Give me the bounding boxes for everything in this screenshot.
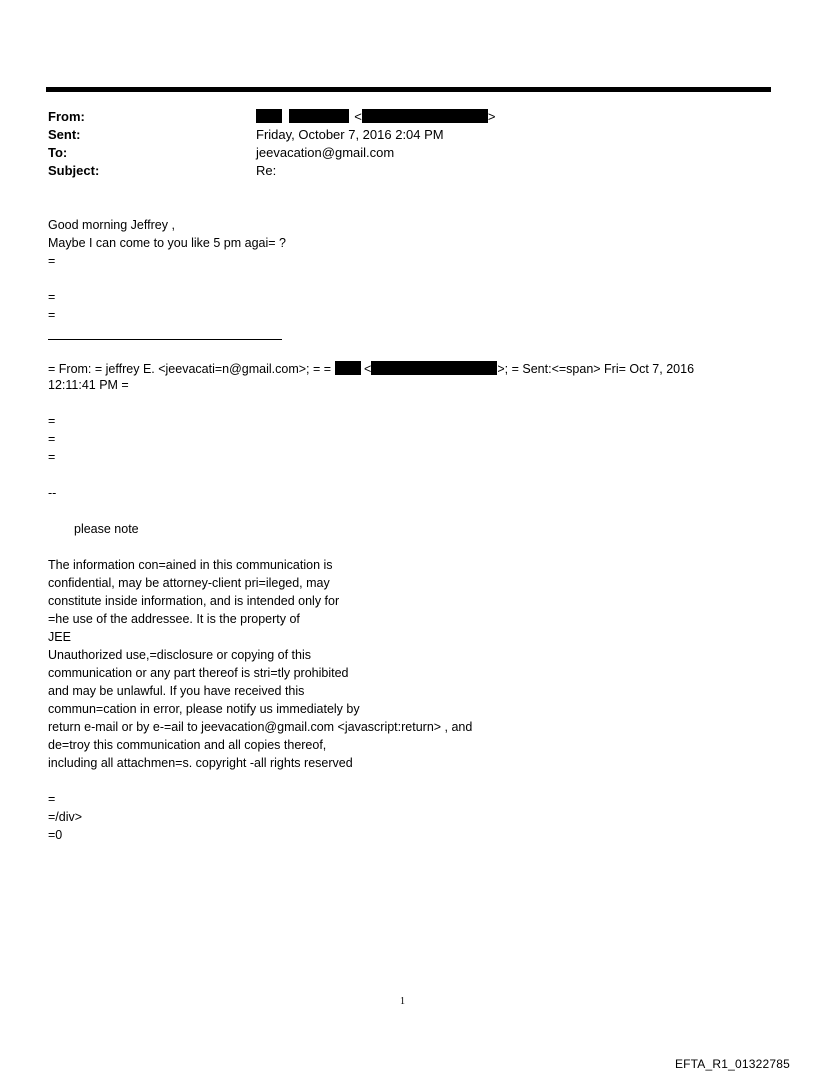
page-number: 1	[400, 996, 405, 1007]
quoted-text: >; = Sent:<=span> Fri= Oct 7, 2016	[497, 362, 695, 376]
please-note: please note	[74, 522, 139, 536]
redaction-block	[289, 109, 349, 123]
disclaimer-line: communication or any part thereof is stri=tly prohibited	[48, 666, 349, 680]
disclaimer-line: commun=cation in error, please notify us immediately by	[48, 702, 360, 716]
disclaimer-line: and may be unlawful. If you have received this	[48, 684, 305, 698]
sent-label: Sent:	[48, 127, 81, 142]
body-line: =	[48, 792, 56, 806]
body-line: =	[48, 308, 56, 322]
redaction-block	[256, 109, 282, 123]
disclaimer-line: JEE	[48, 630, 71, 644]
subject-label: Subject:	[48, 163, 100, 178]
greeting: Good morning Jeffrey ,	[48, 218, 175, 232]
disclaimer-line: return e-mail or by e-=ail to jeevacation@gmail.com <javascript:return> , and	[48, 720, 473, 734]
body-line: =	[48, 414, 56, 428]
header-rule	[46, 87, 771, 92]
to-value: jeevacation@gmail.com	[256, 145, 395, 160]
disclaimer-line: =he use of the addressee. It is the property of	[48, 612, 300, 626]
redaction-block	[362, 109, 488, 123]
quoted-header-line	[48, 361, 694, 377]
from-label: From:	[48, 109, 85, 124]
disclaimer-line: including all attachmen=s. copyright -all rights reserved	[48, 756, 353, 770]
body-line: =/div>	[48, 810, 83, 824]
disclaimer-line: Unauthorized use,=disclosure or copying of this	[48, 648, 311, 662]
to-label: To:	[48, 145, 68, 160]
disclaimer-line: constitute inside information, and is intended only for	[48, 594, 340, 608]
disclaimer-line: confidential, may be attorney-client pri=ileged, may	[48, 576, 330, 590]
disclaimer-line: The information con=ained in this communication is	[48, 558, 333, 572]
body-line: =0	[48, 828, 63, 842]
quote-separator	[48, 339, 282, 340]
disclaimer-line: de=troy this communication and all copies thereof,	[48, 738, 327, 752]
body-line: =	[48, 432, 56, 446]
quoted-lt: <	[364, 362, 372, 376]
from-lt: <	[354, 109, 362, 124]
body-line: =	[48, 450, 56, 464]
quoted-header-line: 12:11:41 PM =	[48, 378, 129, 392]
body-line: Maybe I can come to you like 5 pm agai= ?	[48, 236, 286, 250]
redaction-block	[335, 361, 361, 375]
body-line: =	[48, 254, 56, 268]
sent-value: Friday, October 7, 2016 2:04 PM	[256, 127, 444, 142]
from-gt: >	[487, 109, 496, 124]
body-line: =	[48, 290, 56, 304]
bates-number: EFTA_R1_01322785	[674, 1057, 790, 1071]
subject-value: Re:	[256, 163, 277, 178]
quoted-text: = From: = jeffrey E. <jeevacati=n@gmail.com>; = =	[48, 362, 332, 376]
redaction-block	[371, 361, 497, 375]
from-value	[256, 109, 495, 125]
signature-dashes: --	[48, 486, 57, 500]
